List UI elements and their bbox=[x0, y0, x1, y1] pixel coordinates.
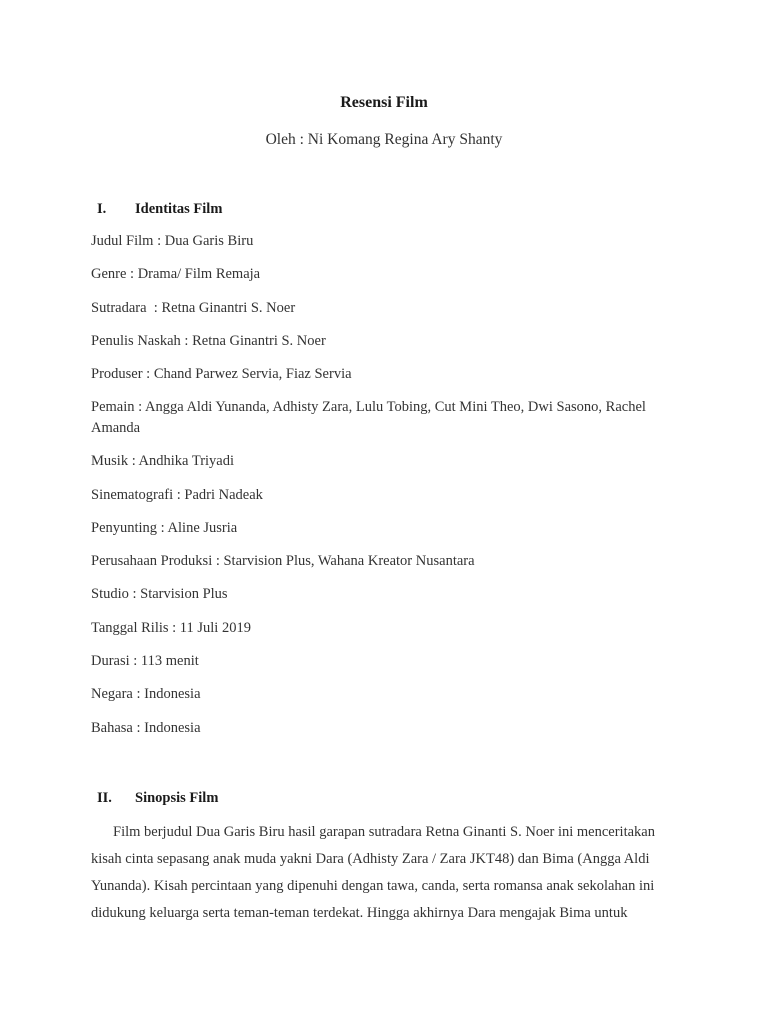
synopsis-line: kisah cinta sepasang anak muda yakni Dara (Adhisty Zara / Zara JKT48) dan Bima (Angga Aldi bbox=[91, 851, 650, 867]
field-produser: Produser : Chand Parwez Servia, Fiaz Servia bbox=[91, 366, 352, 383]
synopsis-line: Yunanda). Kisah percintaan yang dipenuhi dengan tawa, canda, serta romansa anak sekolahan ini bbox=[91, 878, 655, 894]
synopsis-line: didukung keluarga serta teman-teman terdekat. Hingga akhirnya Dara mengajak Bima untuk bbox=[91, 905, 628, 921]
synopsis-paragraph bbox=[91, 819, 683, 927]
field-musik: Musik : Andhika Triyadi bbox=[91, 453, 235, 470]
author-line: Oleh : Ni Komang Regina Ary Shanty bbox=[265, 131, 503, 148]
field-judul-film: Judul Film : Dua Garis Biru bbox=[91, 233, 254, 249]
section-number: I. bbox=[97, 201, 107, 217]
field-tanggal-rilis: Tanggal Rilis : 11 Juli 2019 bbox=[91, 619, 251, 636]
section-number: II. bbox=[97, 790, 112, 806]
field-negara: Negara : Indonesia bbox=[91, 686, 201, 703]
section-title: Sinopsis Film bbox=[135, 790, 219, 806]
field-sutradara: Sutradara : Retna Ginantri S. Noer bbox=[91, 299, 296, 316]
field-pemain: Pemain : Angga Aldi Yunanda, Adhisty Zara, Lulu Tobing, Cut Mini Theo, Dwi Sasono, Rachel Amanda bbox=[91, 399, 646, 436]
field-bahasa: Bahasa : Indonesia bbox=[91, 719, 201, 736]
field-genre: Genre : Drama/ Film Remaja bbox=[91, 266, 261, 283]
field-penyunting: Penyunting : Aline Jusria bbox=[91, 519, 238, 536]
field-perusahaan-produksi: Perusahaan Produksi : Starvision Plus, Wahana Kreator Nusantara bbox=[91, 553, 475, 570]
film-identity-list bbox=[91, 231, 691, 751]
synopsis-line: Film berjudul Dua Garis Biru hasil garapan sutradara Retna Ginanti S. Noer ini menceritakan bbox=[113, 824, 655, 840]
field-sinematografi: Sinematografi : Padri Nadeak bbox=[91, 486, 263, 503]
field-penulis-naskah: Penulis Naskah : Retna Ginantri S. Noer bbox=[91, 332, 326, 349]
field-durasi: Durasi : 113 menit bbox=[91, 653, 199, 670]
field-studio: Studio : Starvision Plus bbox=[91, 586, 228, 603]
section-title: Identitas Film bbox=[135, 201, 223, 217]
document-title: Resensi Film bbox=[340, 94, 428, 111]
